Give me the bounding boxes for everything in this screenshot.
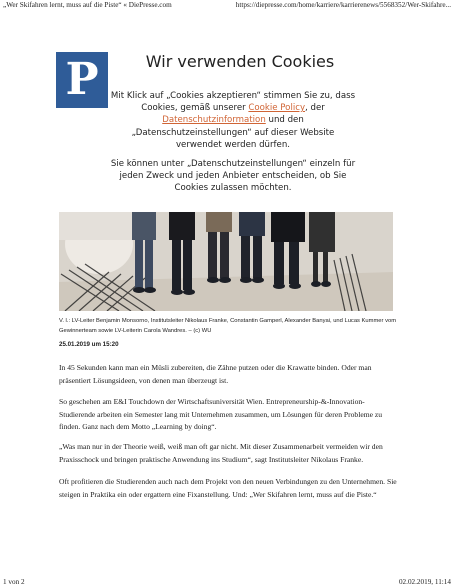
privacy-info-link[interactable]: Datenschutzinformation bbox=[162, 115, 266, 126]
article-paragraph: Oft profitieren die Studierenden auch nach dem Projekt von den neuen Verbindungen zu den Unternehmen. Sie steigen in Praktika ein oder ergattern eine Fixanstellung. Und: „Wer Skifahren lernt, muss auf die Piste.“ bbox=[59, 477, 397, 499]
cookie-overlay-title: Wir verwenden Cookies bbox=[145, 52, 335, 71]
article-paragraph: So geschehen am E&I Touchdown der Wirtschaftsuniversität Wien. Entrepreneurship-&-Innovation-Studierende arbeiten ein Semester lang mit Unternehmen zusammen, um Lösungen für deren Probleme zu finden. Ganz nach dem Motto „Learning by doing“. bbox=[59, 397, 383, 432]
article-paragraph: In 45 Sekunden kann man ein Müsli zubereiten, die Zähne putzen oder die Krawatte binden. Oder man präsentiert Lösungsideen, von denen man überzeugt ist. bbox=[59, 363, 372, 385]
cookie-text-part: und den „Datenschutzeinstellungen“ auf dieser Website verwendet werden dürfen. bbox=[131, 115, 335, 150]
cookie-consent-text bbox=[108, 90, 358, 151]
article-date: 25.01.2019 um 15:20 bbox=[59, 341, 119, 348]
photo-illustration bbox=[59, 212, 393, 311]
cookie-settings-text: Sie können unter „Datenschutzeinstellungen“ einzeln für jeden Zweck und jeden Anbieter entscheiden, ob Sie Cookies zulassen möchten. bbox=[110, 159, 356, 194]
logo-letter: P bbox=[65, 54, 99, 105]
photo-caption: V. l.: LV-Leiter Benjamin Monsorno, Institutsleiter Nikolaus Franke, Constantin Gamperl, Alexander Banyai, und Lucas Kummer vom Gewinnerteam sowie LV-Leiterin Carola Wandres. – (c) WU bbox=[59, 318, 397, 334]
article-paragraph: „Was man nur in der Theorie weiß, weiß man oft gar nicht. Mit dieser Zusammenarbeit vermeiden wir den Praxisschock und bringen praktische Anwendung ins Studium“, sagt Institutsleiter Nikolaus Franke. bbox=[59, 442, 383, 464]
print-footer-page: 1 von 2 bbox=[3, 578, 25, 586]
cookie-text-part: , der bbox=[305, 103, 325, 114]
diepresse-logo[interactable] bbox=[56, 52, 108, 108]
article-photo bbox=[59, 212, 393, 311]
cookie-text-part: Mit Klick auf „Cookies akzeptieren“ stimmen Sie zu, dass Cookies, gemäß unserer bbox=[110, 91, 356, 114]
print-header-url: https://diepresse.com/home/karriere/karrierenews/5568352/Wer-Skifahre... bbox=[235, 1, 451, 9]
print-header-title: „Wer Skifahren lernt, muss auf die Piste“ « DiePresse.com bbox=[3, 1, 172, 9]
print-footer-timestamp: 02.02.2019, 11:14 bbox=[398, 578, 451, 586]
cookie-policy-link[interactable]: Cookie Policy bbox=[248, 103, 306, 114]
